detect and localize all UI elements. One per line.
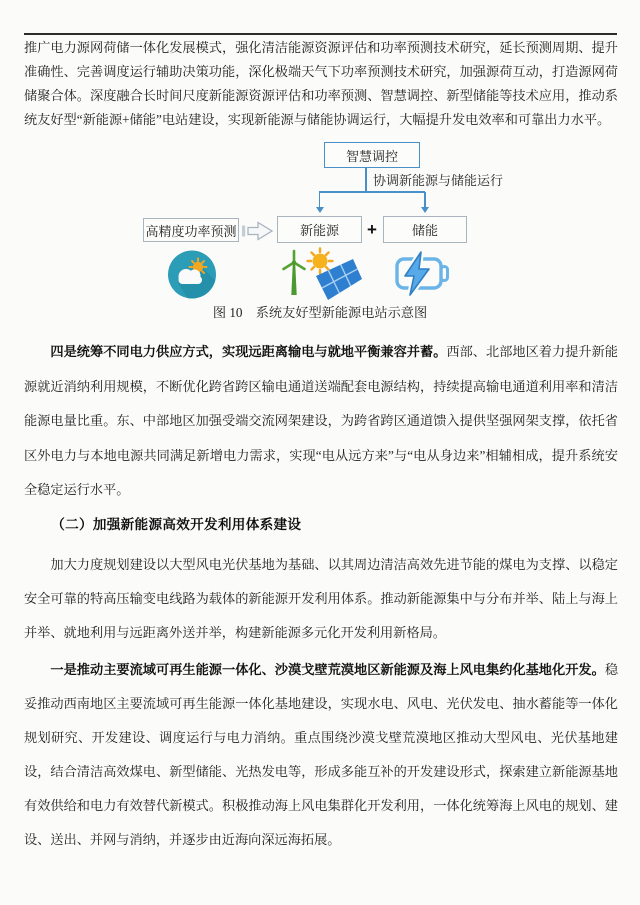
power-forecast-label: 高精度功率预测 xyxy=(145,223,237,239)
storage-box xyxy=(383,216,467,243)
solar-panel-icon xyxy=(304,246,364,302)
new-energy-box xyxy=(277,216,362,243)
block-arrow-right-icon xyxy=(241,219,275,243)
paragraph-continuation: 推广电力源网荷储一体化发展模式，强化清洁能源资源评估和功率预测技术研究，延长预测周期、提升准确性、完善调度运行辅助决策功能，深化极端天气下功率预测技术研究，加强源荷互动，打造源网荷储聚合体。深度融合长时间尺度新能源资源评估和功率预测、智慧调控、新型储能等技术应用，推动系统友好型“新能源+储能”电站建设，实现新能源与储能协调运行，大幅提升发电效率和可靠出力水平。 xyxy=(24,40,618,127)
paragraph-point-four xyxy=(24,335,618,508)
smart-control-box xyxy=(324,142,420,168)
battery-storage-icon xyxy=(392,250,454,297)
connector-line-left-drop xyxy=(319,192,321,207)
connector-line-right-drop xyxy=(424,192,426,207)
paragraph-lead-bold: 一是推动主要流域可再生能源一体化、沙漠戈壁荒漠地区新能源及海上风电集约化基地化开发。 xyxy=(50,662,605,677)
paragraph-lead-bold: 四是统筹不同电力供应方式，实现远距离输电与就地平衡兼容并蓄。 xyxy=(50,344,447,359)
weather-forecast-icon xyxy=(167,250,217,299)
connector-line-horizontal xyxy=(319,191,425,193)
arrowhead-down-icon xyxy=(421,207,429,213)
paragraph-point-one xyxy=(24,653,618,857)
paragraph-planning: 加大力度规划建设以大型风电光伏基地为基础、以其周边清洁高效先进节能的煤电为支撑、以稳定安全可靠的特高压输变电线路为载体的新能源开发利用体系。推动新能源集中与分布并举、陆上与海上并举、就地利用与远距离外送并举，构建新能源多元化开发利用新格局。 xyxy=(24,557,618,640)
figure-caption: 图 10 系统友好型新能源电站示意图 xyxy=(212,305,428,320)
plus-sign: + xyxy=(367,219,377,239)
connector-line-vertical xyxy=(365,168,367,192)
paragraph-body-text: 稳妥推动西南地区主要流域可再生能源一体化基地建设，实现水电、风电、光伏发电、抽水蓄能等一体化规划研究、开发建设、调度运行与电力消纳。重点围绕沙漠戈壁荒漠地区推动大型风电、光伏基地建设，结合清洁高效煤电、新型储能、光热发电等，形成多能互补的开发建设形式，探索建立新能源基地有效供给和电力有效替代新模式。积极推动海上风电集群化开发利用，一体化统筹海上风电的规划、建设、送出、并网与消纳，并逐步由近海向深远海拓展。 xyxy=(24,662,618,847)
storage-label: 储能 xyxy=(411,223,438,238)
new-energy-label: 新能源 xyxy=(299,223,339,238)
smart-control-label: 智慧调控 xyxy=(345,148,398,164)
section-heading: （二）加强新能源高效开发利用体系建设 xyxy=(51,517,302,532)
paragraph-body-text: 西部、北部地区着力提升新能源就近消纳利用规模，不断优化跨省跨区输电通道送端配套电源结构，持续提高输电通道利用率和清洁能源电量比重。东、中部地区加强受端交流网架建设，为跨省跨区通道馈入提供坚强网架支撑，依托省区外电力与本地电源共同满足新增电力需求，实现“电从远方来”与“电从身边来”相辅相成，提升系统安全稳定运行水平。 xyxy=(24,344,618,497)
header-rule xyxy=(24,33,617,35)
arrowhead-down-icon xyxy=(316,207,324,213)
coordination-note: 协调新能源与储能运行 xyxy=(373,173,504,188)
power-forecast-box xyxy=(143,218,239,242)
